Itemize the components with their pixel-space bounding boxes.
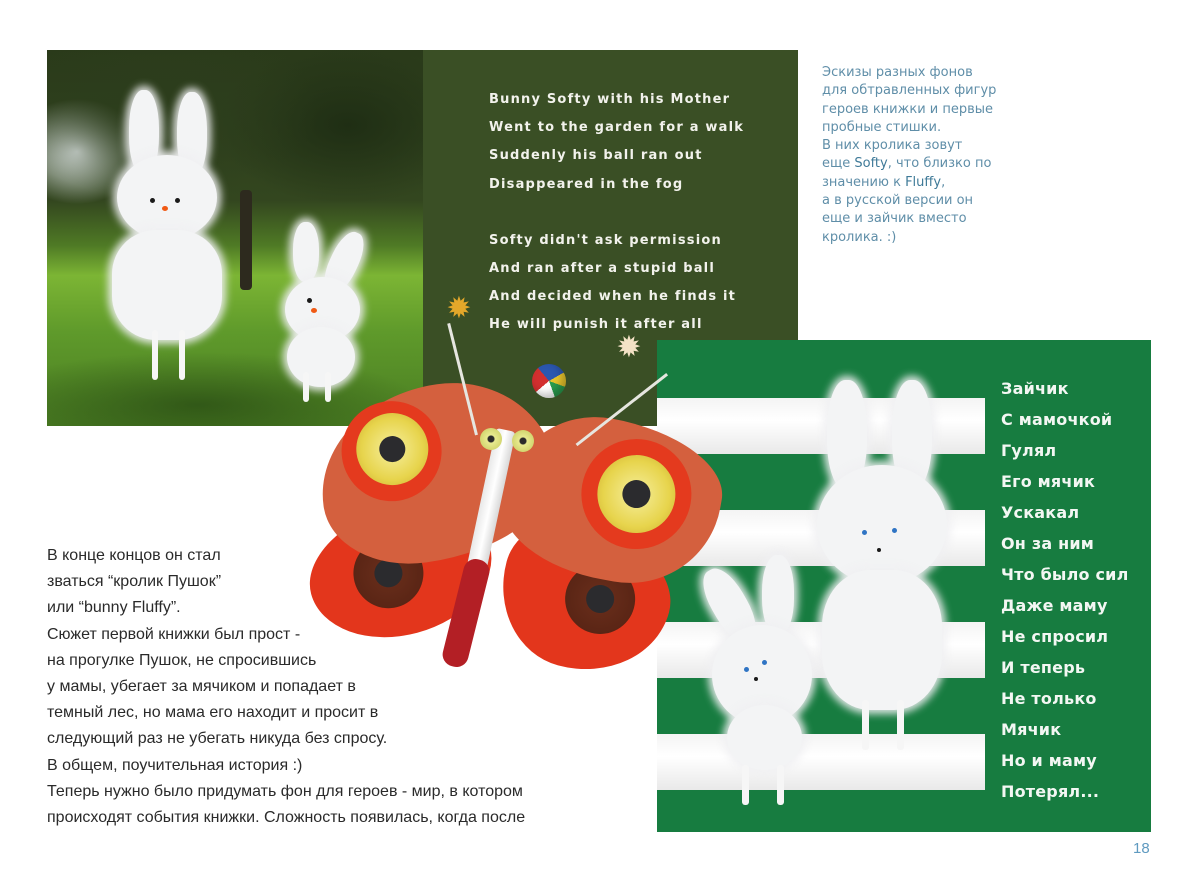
story-line: происходят события книжки. Сложность появилась, когда после <box>47 809 526 827</box>
note-line: для обтравленных фигур <box>822 83 997 99</box>
story-line: Теперь нужно было придумать фон для героев - мир, в котором <box>47 782 523 800</box>
note-line: а в русской версии он <box>822 193 974 209</box>
story-line: на прогулке Пушок, не спросившись <box>47 651 317 669</box>
mother-bunny-figure <box>107 90 227 370</box>
poem-line: Не только <box>1001 689 1097 708</box>
beach-ball <box>532 364 566 398</box>
poem-line: Went to the garden for a walk <box>489 120 745 136</box>
russian-poem <box>1001 373 1129 807</box>
poem-line: Disappeared in the fog <box>489 176 684 192</box>
note-line <box>822 155 1022 173</box>
gear-icon: ✹ <box>616 330 642 365</box>
butterfly-head-eye <box>480 428 502 450</box>
story-line: зваться “кролик Пушок” <box>47 573 222 591</box>
poem-line: Softy didn't ask permission <box>489 232 722 248</box>
name-fluffy: Fluffy <box>905 174 942 190</box>
poem-line: Даже маму <box>1001 596 1108 615</box>
poem-line: Мячик <box>1001 720 1062 739</box>
poem-line: And decided when he finds it <box>489 289 737 305</box>
story-line: у мамы, убегает за мячиком и попадает в <box>47 678 356 696</box>
note-text: , что близко по <box>887 156 992 172</box>
note-text: еще <box>822 156 855 172</box>
story-line: В конце концов он стал <box>47 547 221 564</box>
striped-background-panel <box>657 340 1151 832</box>
poem-line: Ускакал <box>1001 503 1080 522</box>
butterfly-head-eye <box>512 430 534 452</box>
poem-line: Его мячик <box>1001 472 1096 491</box>
poem-line: И теперь <box>1001 658 1086 677</box>
poem-line: Что было сил <box>1001 565 1129 584</box>
poem-line: Но и маму <box>1001 751 1097 770</box>
side-note <box>822 64 1022 247</box>
note-line <box>822 174 1022 192</box>
note-text: , <box>941 174 946 190</box>
note-line: В них кролика зовут <box>822 138 963 154</box>
poem-line: And ran after a stupid ball <box>489 261 715 277</box>
poem-line: Гулял <box>1001 441 1057 460</box>
mother-bunny-figure <box>807 380 957 750</box>
story-line: темный лес, но мама его находит и просит в <box>47 704 379 722</box>
poem-line: Не спросил <box>1001 627 1109 646</box>
gear-icon: ✹ <box>446 291 472 326</box>
note-line: кролика. :) <box>822 229 897 245</box>
page-number: 18 <box>1133 840 1150 857</box>
poem-line: Bunny Softy with his Mother <box>489 92 731 107</box>
note-line: пробные стишки. <box>822 119 942 135</box>
poem-line: He will punish it after all <box>489 317 703 333</box>
story-line: или “bunny Fluffy”. <box>47 599 181 617</box>
story-line: Сюжет первой книжки был прост - <box>47 625 301 643</box>
note-text: значению к <box>822 174 906 190</box>
note-line: Эскизы разных фонов <box>822 65 973 80</box>
story-text <box>47 543 607 831</box>
poem-line: Suddenly his ball ran out <box>489 148 703 164</box>
poem-line: Он за ним <box>1001 534 1095 553</box>
tree-trunk <box>240 190 252 290</box>
story-line: следующий раз не убегать никуда без спросу. <box>47 730 388 748</box>
poem-line: Зайчик <box>1001 379 1069 398</box>
note-line: еще и зайчик вместо <box>822 211 967 227</box>
stanza-gap <box>489 199 744 227</box>
note-line: героев книжки и первые <box>822 101 994 117</box>
name-softy: Softy <box>854 156 888 172</box>
poem-line: Потерял... <box>1001 782 1100 801</box>
poem-line: С мамочкой <box>1001 410 1113 429</box>
story-line: В общем, поучительная история :) <box>47 756 303 774</box>
